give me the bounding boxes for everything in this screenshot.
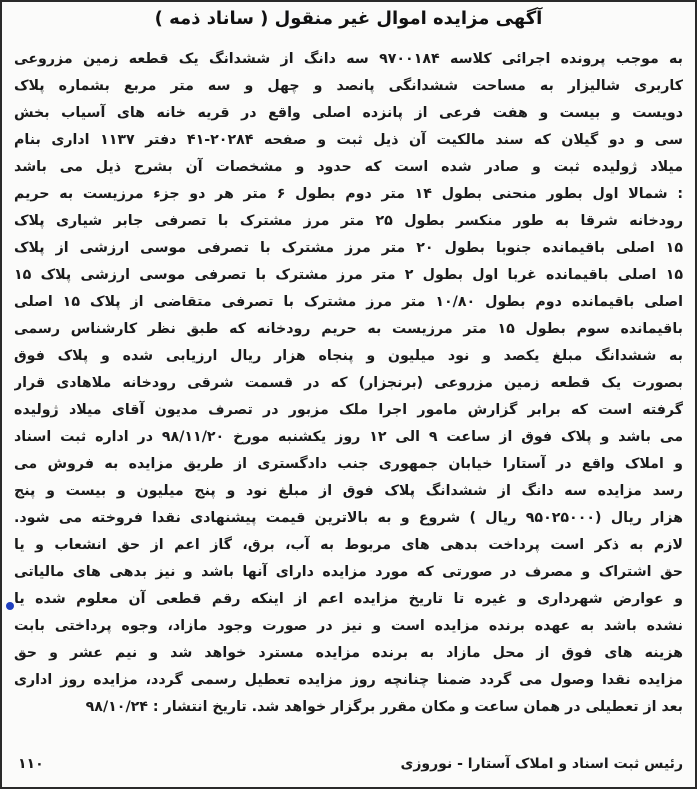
body-line: و عوارض شهرداری و غیره تا تاریخ مزایده اعم از اینکه رقم قطعی آن معلوم شده یا [14,591,683,607]
body-line: باقیمانده سوم بطول ۱۵ متر مرزیست به حریم رودخانه که طبق نظر کارشناس رسمی [14,321,683,337]
margin-dot-mark [6,602,14,610]
body-line: بصورت یک قطعه زمین مزروعی (برنجزار) که در قسمت شرقی رودخانه ملاهادی قرار [14,375,683,391]
body-line: بعد از تعطیلی در همان ساعت و مکان مقرر برگزار خواهد شد. تاریخ انتشار : ۹۸/۱۰/۲۴ [85,699,683,715]
body-line: کاربری شالیزار به مساحت ششدانگی پانصد و چهل و سه متر مربع بشماره پلاک [14,78,683,94]
notice-title: آگهی مزایده اموال غیر منقول ( ساناد ذمه ) [154,8,543,29]
body-line: رودخانه شرقا به طور منکسر بطول ۲۵ متر مرز مشترک با تصرفی جابر شیاری پلاک [14,213,683,229]
body-line: می باشد و پلاک فوق از ساعت ۹ الی ۱۲ روز یکشنبه مورخ ۹۸/۱۱/۲۰ در اداره ثبت اسناد [14,429,683,445]
body-line: دویست و بیست و هفت فرعی از پانزده اصلی واقع در قریه خانه های آسیاب بخش [14,105,683,121]
page-number: ۱۱۰ [18,756,44,772]
body-line: نشده باشد به عهده برنده مزایده است و نیز در صورت وجود مازاد، وجوه پرداختی بابت [14,618,683,634]
body-line: ۱۵ اصلی باقیمانده غربا اول بطول ۲ متر مرز مشترک با تصرفی موسی ارزشی پلاک ۱۵ [14,267,683,283]
notice-body [14,46,683,721]
body-line: ۱۵ اصلی باقیمانده جنوبا بطول ۲۰ متر مرز مشترک با تصرفی موسی ارزشی از پلاک [14,240,683,256]
body-line: به ششدانگ مبلغ یکصد و نود میلیون و پنجاه هزار ریال ارزیابی شده و پلاک فوق [14,348,683,364]
signature-line: رئیس ثبت اسناد و املاک آستارا - نوروزی [400,756,683,772]
body-line: سی و دو گیلان که سند مالکیت آن ذیل ثبت و صفحه ۲۰۲۸۴-۴۱ دفتر ۱۱۳۷ اداری بنام [14,132,683,148]
body-line: : شمالا اول بطور منحنی بطول ۱۴ متر دوم بطول ۶ متر هر دو جزء مرزیست به حریم [14,186,683,202]
body-line: گرفته است که برابر گزارش مامور اجرا ملک مزبور در تصرف مدیون آقای میلاد ژولیده [14,402,683,418]
body-line: لازم به ذکر است پرداخت بدهی های مربوط به آب، برق، گاز اعم از حق انشعاب و یا [14,537,683,553]
body-line: حق اشتراک و مصرف در صورتی که مورد مزایده دارای آنها باشد و نیز بدهی های مالیاتی [14,564,683,580]
body-line: اصلی باقیمانده دوم بطول ۱۰/۸۰ متر مرز مشترک با تصرفی متقاضی از پلاک ۱۵ اصلی [14,294,683,310]
notice-footer [14,753,683,775]
body-line: هزینه های فوق از محل مازاد به برنده مزایده مسترد خواهد شد و نیم عشر و حق [14,645,683,661]
body-line: به موجب پرونده اجرائی کلاسه ۹۷۰۰۱۸۴ سه دانگ از ششدانگ یک قطعه زمین مزروعی [14,51,683,67]
body-line: و املاک واقع در آستارا خیابان جمهوری جنب دادگستری از طریق مزایده به فروش می [14,456,683,472]
body-line: مزایده نقدا وصول می گردد ضمنا چنانچه روز مزایده تعطیل رسمی گردد، مزایده روز اداری [14,672,683,688]
body-line: میلاد ژولیده ثبت و صادر شده است که حدود و مشخصات آن بشرح ذیل می باشد [14,159,683,175]
body-line: هزار ریال (۹۵۰۲۵۰۰۰ ریال ) شروع و به بالاترین قیمت پیشنهادی نقدا فروخته می شود. [14,510,683,526]
body-line: رسد مزایده سه دانگ از ششدانگ پلاک فوق از مبلغ نود و پنج میلیون و بیست و پنج [14,483,683,499]
